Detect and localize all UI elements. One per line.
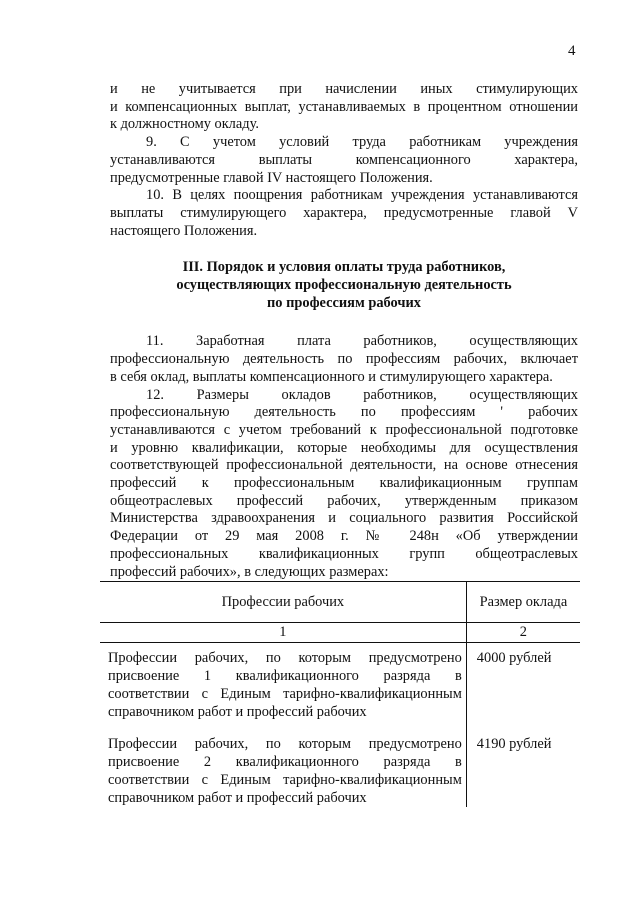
text-line: устанавливаются выплаты компенсационного характера, — [110, 151, 578, 168]
text-line: профессиональную деятельность по профессиям ' рабочих — [110, 404, 578, 421]
document-body — [110, 81, 578, 581]
text-line: 10. В целях поощрения работникам учреждения устанавливаются — [146, 187, 578, 204]
text-line: к должностному окладу. — [110, 116, 259, 133]
text-line: 11. Заработная плата работников, осуществляющих — [146, 333, 578, 350]
paragraph-intro — [110, 81, 578, 134]
text-line: предусмотренные главой IV настоящего Положения. — [110, 169, 433, 186]
text-line: и уровню квалификации, которые необходимы для осуществления — [110, 439, 578, 456]
text-line: Профессии рабочих, по которым предусмотрено — [108, 736, 462, 752]
text-line: 9. С учетом условий труда работникам учреждения — [146, 134, 578, 151]
text-line: Профессии рабочих, по которым предусмотрено — [108, 650, 462, 666]
text-line: Министерства здравоохранения и социального развития Российской — [110, 510, 578, 527]
text-line: устанавливаются с учетом требований к профессиональной подготовке — [110, 421, 578, 438]
text-line: профессий рабочих», в следующих размерах: — [110, 563, 389, 580]
text-line: выплаты стимулирующего характера, предусмотренные главой V — [110, 204, 578, 221]
text-line: профессий к профессиональным квалификационным группам — [110, 475, 578, 492]
table-header-salary: Размер оклада — [466, 582, 580, 623]
text-line: профессиональную деятельность по профессиям рабочих, включает — [110, 351, 578, 368]
column-number: 2 — [466, 623, 580, 643]
text-line: общеотраслевых профессий рабочих, утвержденным приказом — [110, 492, 578, 509]
text-line: соответствии с Единым тарифно-квалификационным — [108, 772, 462, 788]
text-line: соответствии с Единым тарифно-квалификационным — [108, 686, 462, 702]
salary-cell: 4000 рублей — [466, 643, 580, 722]
text-line: профессиональных квалификационных групп общеотраслевых — [110, 545, 578, 562]
text-line: и не учитывается при начислении иных стимулирующих — [110, 81, 578, 97]
text-line: справочником работ и профессий рабочих — [108, 704, 367, 720]
text-line: справочником работ и профессий рабочих — [108, 790, 367, 806]
text-line: и компенсационных выплат, устанавливаемых в процентном отношении — [110, 98, 578, 115]
heading-line: осуществляющих профессиональную деятельность — [176, 277, 512, 294]
page-number: 4 — [568, 43, 576, 59]
heading-line: III. Порядок и условия оплаты труда работников, — [182, 259, 506, 276]
text-line: соответствующей профессиональной деятельности, на основе отнесения — [110, 457, 578, 474]
table-row — [100, 643, 580, 722]
paragraph-12 — [110, 387, 578, 582]
salary-cell: 4190 рублей — [466, 729, 580, 807]
table-header-profession: Профессии рабочих — [100, 582, 466, 623]
heading-line: по профессиям рабочих — [267, 294, 421, 311]
paragraph-11 — [110, 333, 578, 386]
column-number: 1 — [100, 623, 466, 643]
section-heading — [110, 259, 578, 312]
profession-cell — [100, 729, 466, 807]
table-row — [100, 729, 580, 807]
profession-cell — [100, 643, 466, 722]
salary-table — [100, 581, 580, 807]
paragraph-10 — [110, 187, 578, 240]
text-line: настоящего Положения. — [110, 222, 258, 239]
text-line: Федерации от 29 мая 2008 г. № 248н «Об утверждении — [110, 528, 578, 545]
text-line: 12. Размеры окладов работников, осуществляющих — [146, 386, 578, 403]
text-line: присвоение 2 квалификационного разряда в — [108, 754, 462, 770]
text-line: в себя оклад, выплаты компенсационного и стимулирующего характера. — [110, 368, 553, 385]
paragraph-9 — [110, 134, 578, 187]
text-line: присвоение 1 квалификационного разряда в — [108, 668, 462, 684]
